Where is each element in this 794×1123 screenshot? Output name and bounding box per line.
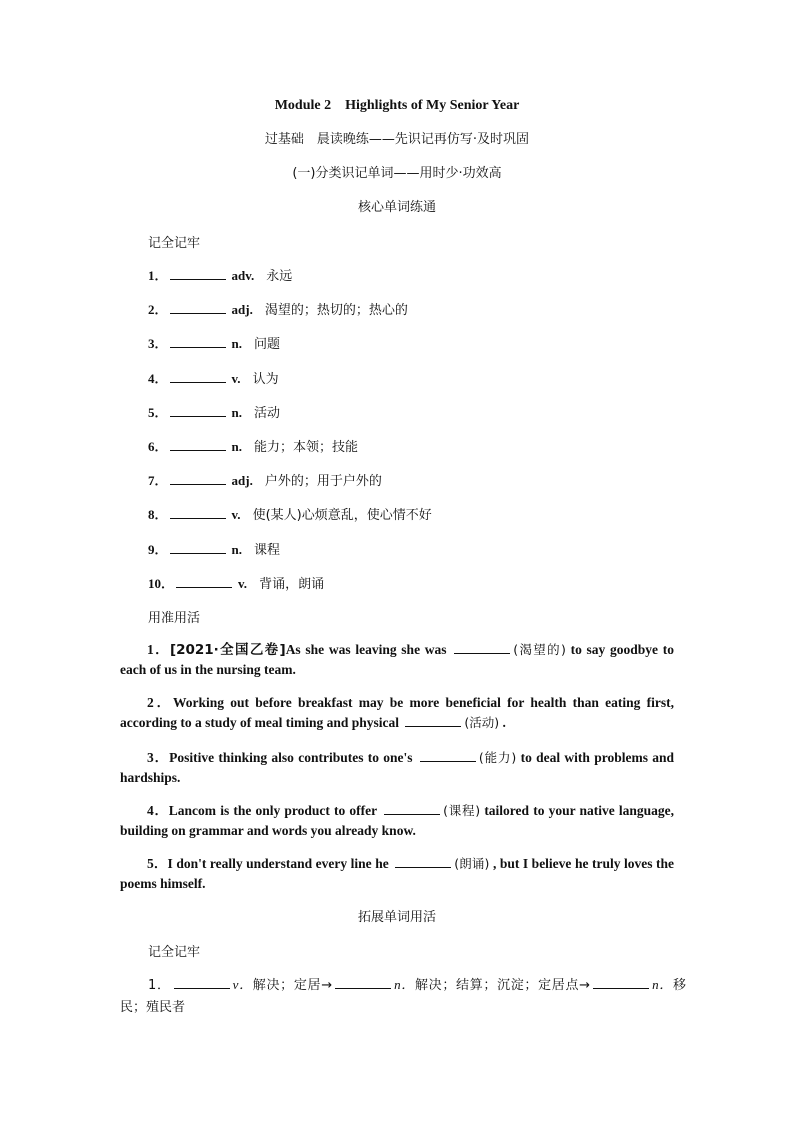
answer-blank[interactable] <box>170 267 226 280</box>
item-number: 5． <box>148 405 168 420</box>
practice-sentence <box>120 854 674 894</box>
sentence-after: to deal with problems and hardships. <box>120 750 675 785</box>
meaning-text: 解决；结算；沉淀；定居点→ <box>414 978 591 993</box>
chinese-meaning: 问题 <box>254 337 281 352</box>
category-subtitle: (一)分类识记单词——用时少·功效高 <box>292 166 502 181</box>
answer-blank[interactable] <box>170 370 226 383</box>
pos-label: n． <box>652 977 673 992</box>
vocab-item <box>148 470 678 489</box>
pos-label: v． <box>232 977 253 992</box>
sentence-before: As she was leaving she was <box>285 642 447 657</box>
item-number: 3． <box>148 336 168 351</box>
pos-label: n. <box>231 542 242 557</box>
answer-blank[interactable] <box>170 472 226 485</box>
practice-sentence <box>120 640 674 680</box>
remember-label: 记全记牢 <box>148 236 201 251</box>
chinese-meaning: 使(某人)心烦意乱，使心情不好 <box>252 508 432 523</box>
answer-blank[interactable] <box>384 802 440 815</box>
answer-blank[interactable] <box>170 438 226 451</box>
chinese-meaning: 渴望的；热切的；热心的 <box>264 303 408 318</box>
item-number: 2． <box>147 695 173 710</box>
hint-text: (课程) <box>443 803 481 818</box>
vocab-item <box>148 265 678 284</box>
pos-label: adv. <box>231 268 255 283</box>
answer-blank[interactable] <box>405 714 461 727</box>
item-number: 1． <box>147 642 170 657</box>
item-number: 2． <box>148 302 168 317</box>
pos-label: n. <box>231 336 242 351</box>
answer-blank[interactable] <box>170 541 226 554</box>
chinese-meaning: 户外的；用于户外的 <box>264 474 382 489</box>
hint-text: (活动) <box>464 715 500 730</box>
item-number: 9． <box>148 542 168 557</box>
page-title: Module 2 Highlights of My Senior Year <box>274 98 520 113</box>
answer-blank[interactable] <box>174 976 230 989</box>
vocab-item <box>148 436 678 455</box>
pos-label: adj. <box>231 473 253 488</box>
pos-label: n. <box>231 405 242 420</box>
vocab-item <box>148 333 678 352</box>
extend-words-heading: 拓展单词用活 <box>357 910 436 925</box>
answer-blank[interactable] <box>420 749 476 762</box>
chinese-meaning: 能力；本领；技能 <box>254 440 359 455</box>
answer-blank[interactable] <box>176 575 232 588</box>
answer-blank[interactable] <box>454 641 510 654</box>
sentence-after: tailored to your native language, building on grammar and words you already know. <box>120 803 675 838</box>
use-label: 用准用活 <box>148 611 201 626</box>
chinese-meaning: 背诵，朗诵 <box>259 577 325 592</box>
answer-blank[interactable] <box>593 976 649 989</box>
chinese-meaning: 认为 <box>252 372 279 387</box>
answer-blank[interactable] <box>170 301 226 314</box>
vocab-item <box>148 299 678 318</box>
item-number: 3． <box>147 750 170 765</box>
pos-label: n. <box>231 439 242 454</box>
hint-text: (能力) <box>478 750 517 765</box>
pos-label: v. <box>231 507 241 522</box>
item-number: 8． <box>148 507 168 522</box>
practice-sentence <box>120 748 674 788</box>
item-number: 7． <box>148 473 168 488</box>
pos-label: v. <box>238 576 248 591</box>
vocab-item <box>148 573 678 592</box>
hint-text: (渴望的) <box>513 642 566 657</box>
section-subtitle: 过基础 晨读晚练——先识记再仿写·及时巩固 <box>264 132 530 147</box>
item-number: 4． <box>147 803 169 818</box>
vocab-item <box>148 504 678 523</box>
core-words-heading: 核心单词练通 <box>357 200 436 215</box>
answer-blank[interactable] <box>170 404 226 417</box>
sentence-before: Lancom is the only product to offer <box>168 803 377 818</box>
item-number: 10． <box>148 576 175 591</box>
chinese-meaning: 课程 <box>254 543 281 558</box>
item-number: 5． <box>147 856 168 871</box>
sentence-after: , but I believe he truly loves the poems himself. <box>120 856 674 891</box>
answer-blank[interactable] <box>335 976 391 989</box>
answer-blank[interactable] <box>170 335 226 348</box>
source-tag: [2021·全国乙卷] <box>169 642 286 658</box>
pos-label: adj. <box>231 302 253 317</box>
sentence-after: to say goodbye to each of us in the nursing team. <box>120 642 674 677</box>
meaning-text: 移民；殖民者 <box>120 978 686 1015</box>
chinese-meaning: 永远 <box>266 269 293 284</box>
vocab-item <box>148 368 678 387</box>
sentence-after: . <box>502 715 506 730</box>
pos-label: v. <box>231 371 241 386</box>
hint-text: (朗诵) <box>454 856 490 871</box>
answer-blank[interactable] <box>170 506 226 519</box>
item-number: 1． <box>148 978 171 993</box>
meaning-text: 解决；定居→ <box>252 978 333 993</box>
vocab-item <box>148 402 678 421</box>
pos-label: n． <box>394 977 415 992</box>
sentence-before: I don't really understand every line he <box>167 856 389 871</box>
answer-blank[interactable] <box>395 855 451 868</box>
item-number: 1． <box>148 268 168 283</box>
extend-item-1 <box>120 974 686 1019</box>
practice-sentence <box>120 801 674 841</box>
sentence-before: Working out before breakfast may be more beneficial for health than eating first, according to a study of meal timing and physical <box>120 695 675 730</box>
vocab-item <box>148 539 678 558</box>
sentence-before: Positive thinking also contributes to one's <box>169 750 413 765</box>
practice-sentence <box>120 693 674 733</box>
chinese-meaning: 活动 <box>254 406 281 421</box>
item-number: 6． <box>148 439 168 454</box>
extend-remember-label: 记全记牢 <box>148 945 201 960</box>
item-number: 4． <box>148 371 168 386</box>
